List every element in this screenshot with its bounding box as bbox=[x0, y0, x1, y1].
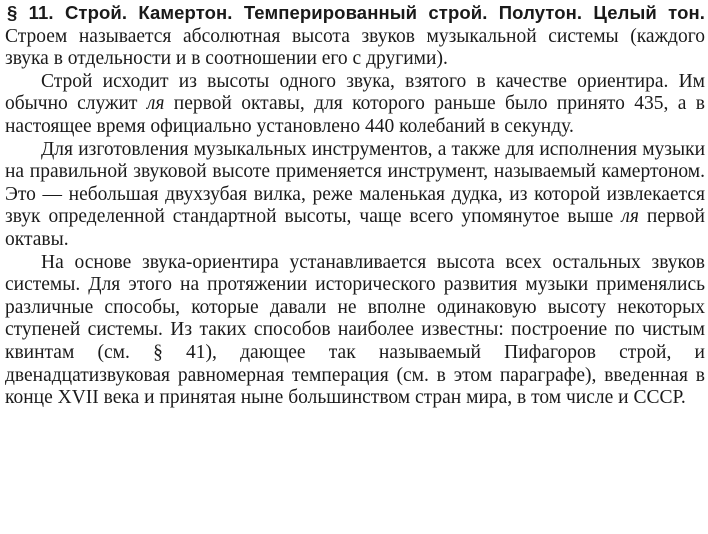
section-heading: § 11. Строй. Камертон. Темперированный строй. Полутон. Целый тон. bbox=[7, 2, 705, 23]
document-page bbox=[5, 2, 705, 410]
italic-note-name: ля bbox=[146, 93, 165, 115]
paragraph-text: первой октавы, для которого раньше было принято 435, а в настоящее время официально установлено 440 колебаний в секунду. bbox=[5, 93, 705, 137]
paragraph-text: Для изготовления музыкальных инструментов, а также для исполнения музыки на правильной звуковой высоте применяется инструмент, называемый камертоном. Это — небольшая двухзубая вилка, реже маленькая дудка, из которой извлекается звук определенной стандартной высоты, чаще всего упомянутое выше bbox=[5, 138, 705, 228]
paragraph-intro bbox=[5, 2, 705, 71]
italic-note-name: ля bbox=[621, 206, 639, 228]
paragraph-temperament bbox=[5, 252, 705, 410]
paragraph-pitch-reference bbox=[5, 71, 705, 139]
paragraph-text: На основе звука-ориентира устанавливается высота всех остальных звуков системы. Для этого на протяжении исторического развития музыки применялись различные способы, которые давали не вполне одинаковую высоту некоторых ступеней системы. Из таких способов наиболее известны: построение по чистым квинтам (см. § 41), дающее так называемый Пифагоров строй, и двенадцатизвуковая равномерная темперация (см. в этом параграфе), введенная в конце XVII века и принятая ныне большинством стран мира, в том числе и СССР. bbox=[5, 251, 705, 409]
section-definition: Строем называется абсолютная высота звуков музыкальной системы (каждого звука в отдельности и в соотношении его с другими). bbox=[5, 25, 705, 70]
paragraph-tuning-fork bbox=[5, 139, 705, 252]
paragraph-text: Строй исходит из высоты одного звука, взятого в качестве ориентира. Им обычно служит bbox=[5, 70, 705, 115]
paragraph-text: первой октавы. bbox=[5, 206, 705, 250]
